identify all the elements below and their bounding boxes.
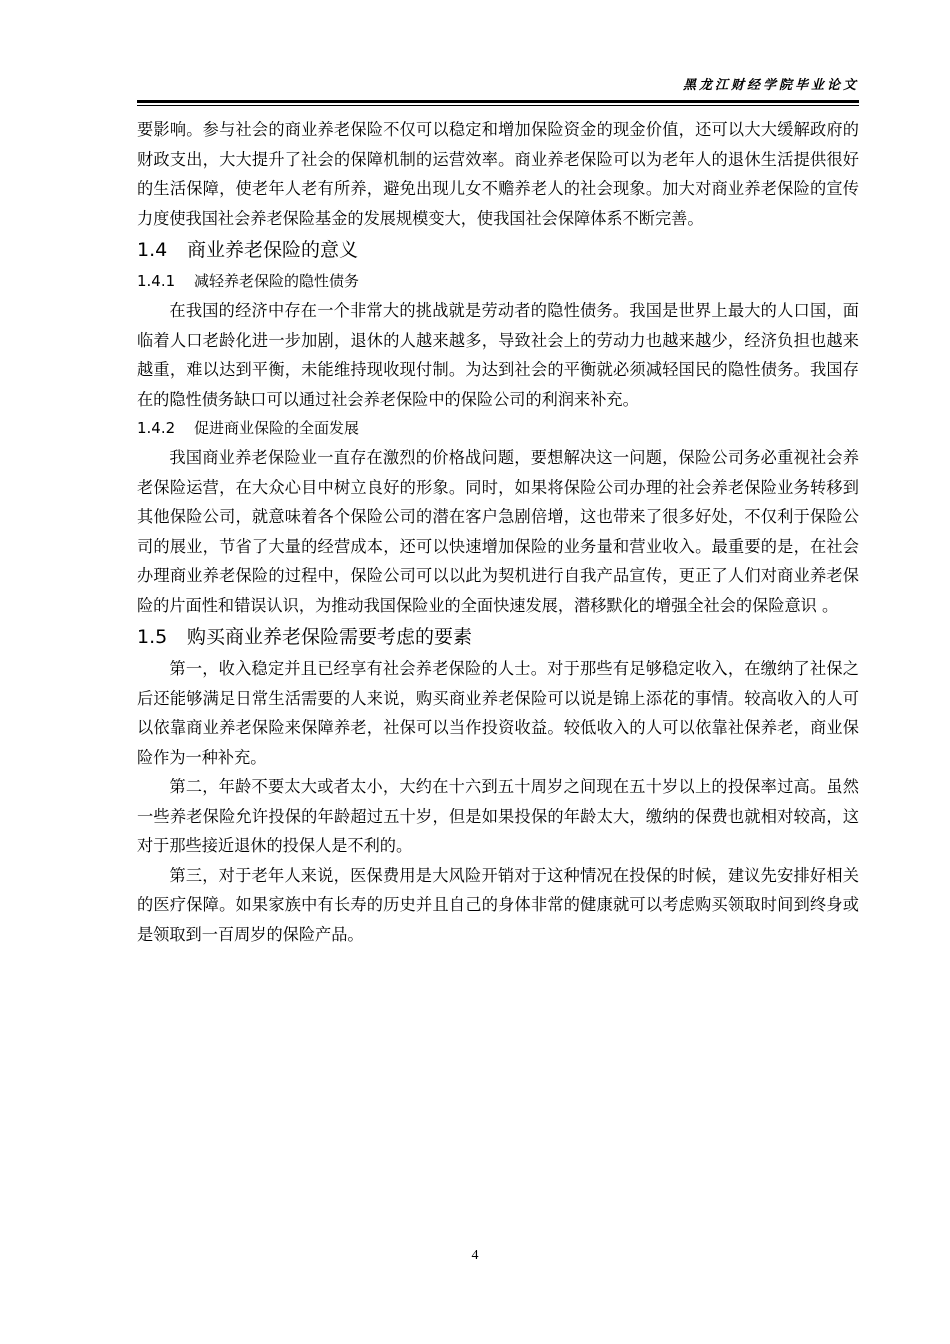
paragraph-1-5-first: 第一，收入稳定并且已经享有社会养老保险的人士。对于那些有足够稳定收入，在缴纳了社保之后还能够满足日常生活需要的人来说，购买商业养老保险可以说是锦上添花的事情。较高收入的人可以依靠商业养老保险来保障养老，社保可以当作投资收益。较低收入的人可以依靠社保养老，商业保险作为一种补充。	[137, 659, 859, 767]
subsection-heading-1-4-1	[137, 267, 859, 296]
paragraph-1-5-third: 第三，对于老年人来说，医保费用是大风险开销对于这种情况在投保的时候，建议先安排好相关的医疗保障。如果家族中有长寿的历史并且自己的身体非常的健康就可以考虑购买领取时间到终身或是领取到一百周岁的保险产品。	[137, 865, 859, 944]
header-rule-thick	[137, 100, 859, 103]
section-heading-1-5	[137, 622, 859, 652]
section-heading-1-4	[137, 235, 859, 265]
paragraph-1-4-2: 我国商业养老保险业一直存在激烈的价格战问题，要想解决这一问题，保险公司务必重视社会养老保险运营，在大众心目中树立良好的形象。同时，如果将保险公司办理的社会养老保险业务转移到其他保险公司，就意味着各个保险公司的潜在客户急剧倍增，这也带来了很多好处，不仅利于保险公司的展业，节省了大量的经营成本，还可以快速增加保险的业务量和营业收入。最重要的是，在社会办理商业养老保险的过程中，保险公司可以以此为契机进行自我产品宣传，更正了人们对商业养老保险的片面性和错误认识，为推动我国保险业的全面快速发展，潜移默化的增强全社会的保险意识 。	[137, 448, 859, 615]
body-content	[137, 115, 859, 949]
section-number: 1.5	[137, 626, 168, 648]
page-number: 4	[471, 1248, 479, 1263]
subsection-title: 促进商业保险的全面发展	[194, 419, 360, 437]
section-number: 1.4	[137, 239, 168, 261]
subsection-number: 1.4.2	[137, 419, 176, 437]
section-title: 商业养老保险的意义	[187, 239, 359, 261]
section-title: 购买商业养老保险需要考虑的要素	[187, 626, 473, 648]
running-header-title: 黑龙江财经学院毕业论文	[682, 78, 859, 93]
intro-paragraph: 要影响。参与社会的商业养老保险不仅可以稳定和增加保险资金的现金价值，还可以大大缓解政府的财政支出，大大提升了社会的保障机制的运营效率。商业养老保险可以为老年人的退休生活提供很好的生活保障，使老年人老有所养，避免出现儿女不赡养老人的社会现象。加大对商业养老保险的宣传力度使我国社会养老保险基金的发展规模变大，使我国社会保障体系不断完善。	[137, 120, 859, 228]
subsection-number: 1.4.1	[137, 272, 176, 290]
header-rule-thin	[137, 105, 859, 106]
subsection-title: 减轻养老保险的隐性债务	[194, 272, 360, 290]
subsection-heading-1-4-2	[137, 414, 859, 443]
paragraph-1-5-second: 第二，年龄不要太大或者太小，大约在十六到五十周岁之间现在五十岁以上的投保率过高。虽然一些养老保险允许投保的年龄超过五十岁，但是如果投保的年龄太大，缴纳的保费也就相对较高，这对于那些接近退休的投保人是不利的。	[137, 777, 859, 855]
paragraph-1-4-1: 在我国的经济中存在一个非常大的挑战就是劳动者的隐性债务。我国是世界上最大的人口国，面临着人口老龄化进一步加剧，退休的人越来越多，导致社会上的劳动力也越来越少，经济负担也越来越重，难以达到平衡，未能维持现收现付制。为达到社会的平衡就必须减轻国民的隐性债务。我国存在的隐性债务缺口可以通过社会养老保险中的保险公司的利润来补充。	[137, 301, 859, 409]
